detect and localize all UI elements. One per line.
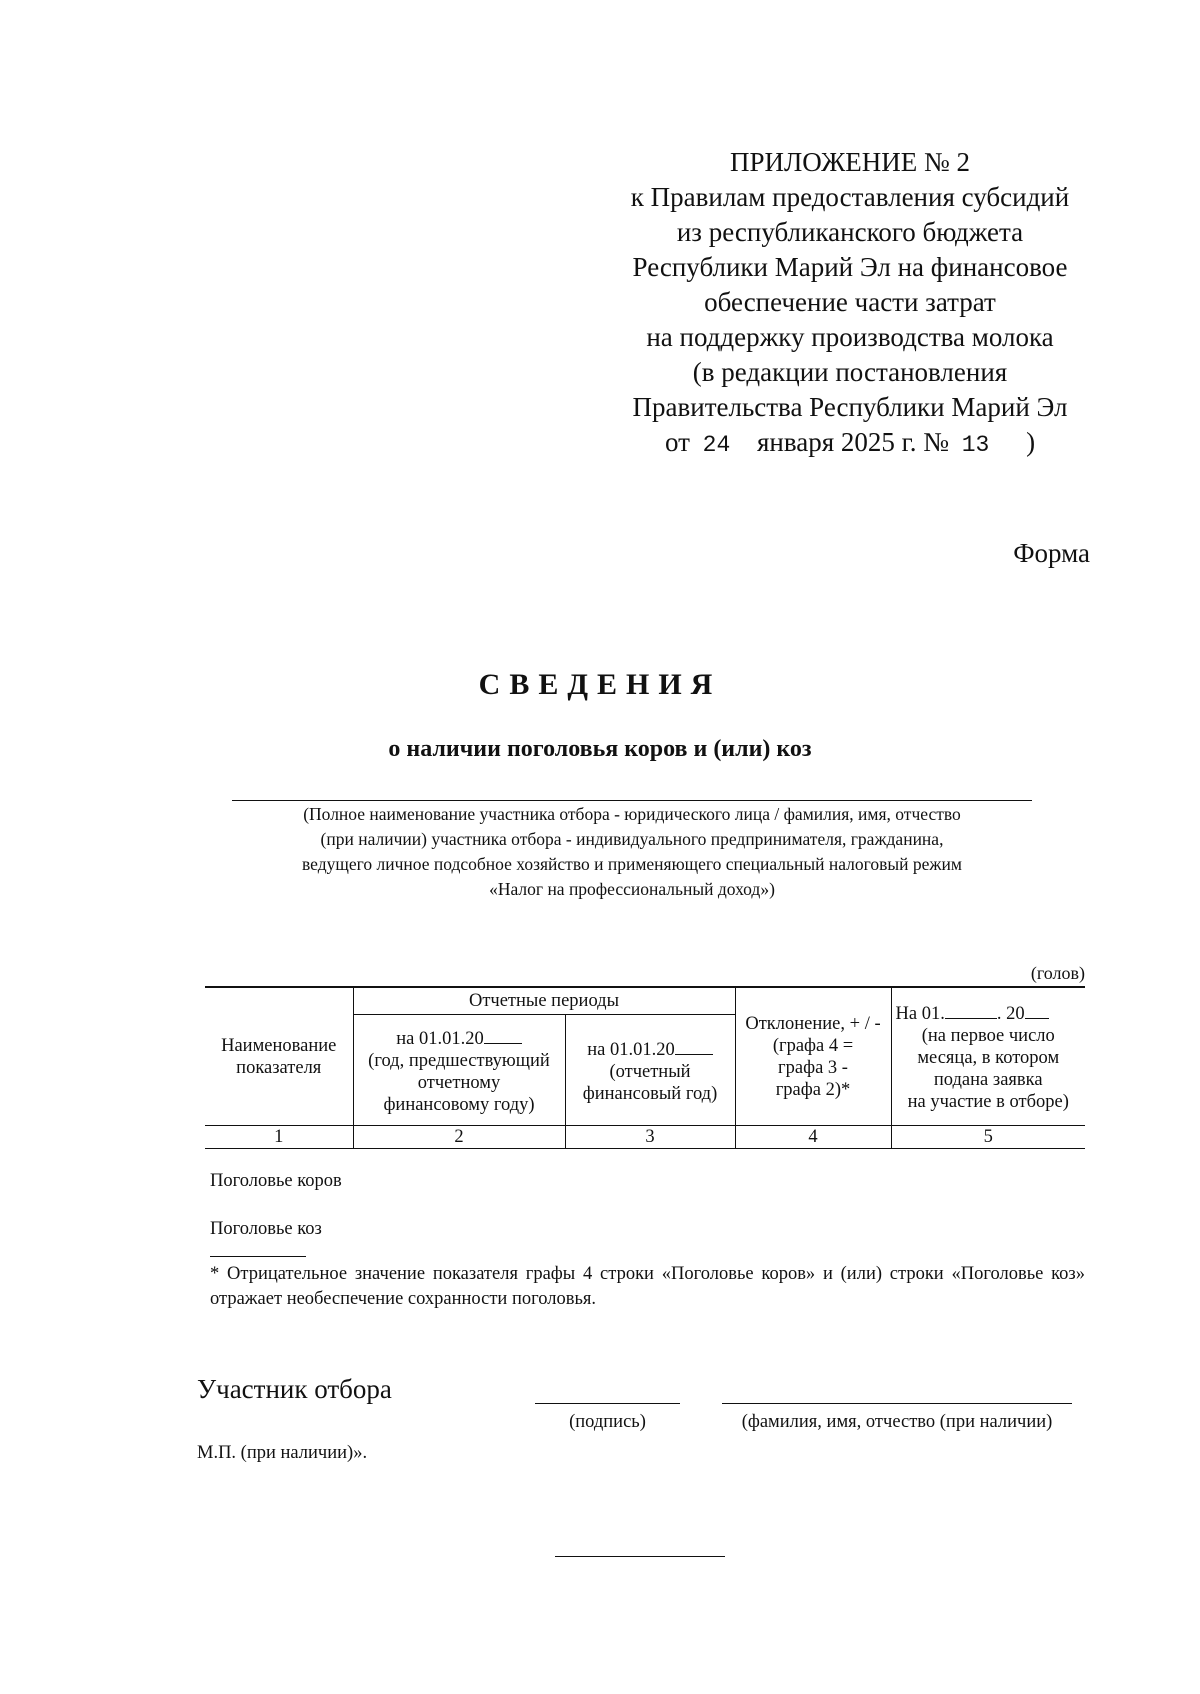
header-text: финансовому году) xyxy=(383,1094,535,1115)
appendix-line: обеспечение части затрат xyxy=(704,287,996,317)
hint-line: (при наличии) участника отбора - индивидуального предпринимателя, гражданина, xyxy=(320,829,944,849)
appendix-line: из республиканского бюджета xyxy=(676,217,1024,247)
header-text: (графа 4 = xyxy=(772,1035,854,1056)
blank-field[interactable] xyxy=(945,1000,997,1019)
header-date-line xyxy=(894,1000,1084,1025)
header-indicator-name xyxy=(205,987,353,1126)
column-number: 1 xyxy=(205,1126,353,1149)
participant-name-line[interactable] xyxy=(232,800,1032,801)
full-name-line[interactable] xyxy=(722,1403,1072,1404)
full-name-hint: (фамилия, имя, отчество (при наличии) xyxy=(741,1412,1053,1432)
blank-field[interactable] xyxy=(675,1036,713,1055)
date-prefix: от xyxy=(664,427,690,457)
header-text: показателя xyxy=(236,1057,322,1078)
header-text: Отклонение, + / - xyxy=(745,1013,881,1034)
column-number: 3 xyxy=(565,1126,735,1149)
unit-label: (голов) xyxy=(1030,963,1085,983)
row-label-cows: Поголовье коров xyxy=(210,1171,342,1191)
appendix-line: на поддержку производства молока xyxy=(646,322,1054,352)
column-number: 4 xyxy=(735,1126,891,1149)
header-text: . 20 xyxy=(996,1004,1025,1024)
hint-line: (Полное наименование участника отбора - юридического лица / фамилия, имя, отчество xyxy=(303,804,961,824)
header-text: отчетному xyxy=(417,1072,501,1093)
header-text: (отчетный xyxy=(609,1061,691,1082)
header-text: на участие в отборе) xyxy=(907,1092,1069,1112)
header-date-line xyxy=(356,1025,563,1050)
header-text: на 01.01.20 xyxy=(587,1039,675,1060)
signature-hint: (подпись) xyxy=(569,1412,646,1432)
appendix-line: Правительства Республики Марий Эл xyxy=(632,392,1068,422)
appendix-line: к Правилам предоставления субсидий xyxy=(630,182,1070,212)
footnote: * Отрицательное значение показателя графы 4 строки «Поголовье коров» и (или) строки «Поголовье коз» отражает необеспечение сохранности поголовья. xyxy=(210,1264,1085,1309)
blank-field[interactable] xyxy=(484,1025,522,1044)
hint-line: ведущего личное подсобное хозяйство и применяющего специальный налоговый режим xyxy=(302,854,962,874)
header-text: финансовый год) xyxy=(582,1083,718,1104)
date-number: 13 xyxy=(961,432,990,458)
header-text: на 01.01.20 xyxy=(396,1028,484,1049)
appendix-date-line xyxy=(600,425,1100,463)
header-text: месяца, в котором xyxy=(917,1048,1060,1068)
header-text: (год, предшествующий xyxy=(368,1050,550,1071)
column-number: 2 xyxy=(353,1126,565,1149)
signature-line[interactable] xyxy=(535,1403,680,1404)
document-title: СВЕДЕНИЯ xyxy=(478,668,722,701)
appendix-line: Республики Марий Эл на финансовое xyxy=(632,252,1068,282)
seal-placeholder: М.П. (при наличии)». xyxy=(197,1443,368,1463)
header-text: графа 2)* xyxy=(775,1079,851,1100)
hint-line: «Налог на профессиональный доход») xyxy=(489,879,775,899)
date-month-year: января 2025 г. № xyxy=(757,427,949,457)
document-subtitle: о наличии поголовья коров и (или) коз xyxy=(388,736,812,762)
footnote-divider xyxy=(210,1256,306,1257)
participant-label: Участник отбора xyxy=(197,1374,392,1404)
row-label-goats: Поголовье коз xyxy=(210,1219,322,1239)
header-reporting-periods: Отчетные периоды xyxy=(353,987,735,1015)
header-application-date xyxy=(891,987,1085,1126)
form-label: Форма xyxy=(1013,538,1090,568)
participant-name-hint xyxy=(232,802,1032,902)
end-divider xyxy=(555,1556,725,1557)
header-date-line xyxy=(568,1036,733,1061)
header-reporting-year xyxy=(565,1015,735,1126)
header-text: Наименование xyxy=(221,1035,337,1056)
blank-field[interactable] xyxy=(1025,1000,1049,1019)
appendix-line: (в редакции постановления xyxy=(692,357,1008,387)
date-day: 24 xyxy=(702,432,731,458)
header-text: (на первое число xyxy=(921,1026,1055,1046)
date-close: ) xyxy=(1026,427,1036,457)
appendix-title: ПРИЛОЖЕНИЕ № 2 xyxy=(729,147,971,177)
appendix-header xyxy=(600,145,1100,463)
header-text: графа 3 - xyxy=(778,1057,848,1078)
header-deviation xyxy=(735,987,891,1126)
header-prior-year xyxy=(353,1015,565,1126)
header-text: На 01. xyxy=(895,1004,945,1024)
header-text: подана заявка xyxy=(933,1070,1043,1090)
livestock-table xyxy=(205,986,1085,1149)
column-number: 5 xyxy=(891,1126,1085,1149)
